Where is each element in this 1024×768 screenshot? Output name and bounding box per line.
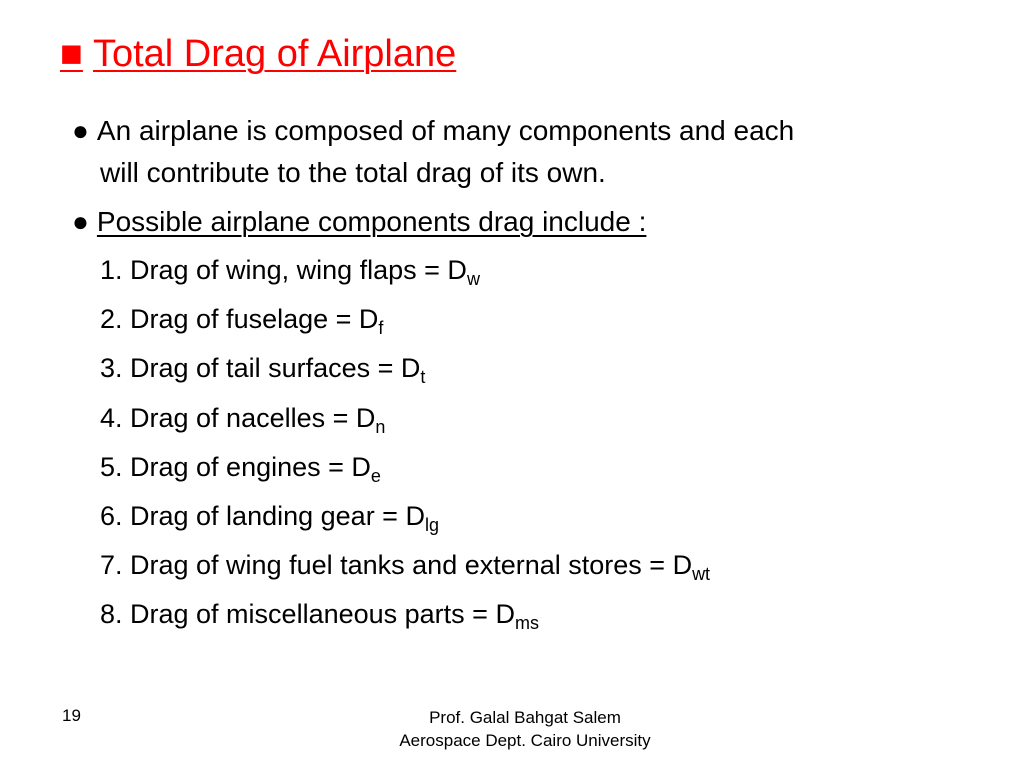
intro-line-2: will contribute to the total drag of its own. <box>100 157 606 188</box>
intro-line-1: An airplane is composed of many components and each <box>96 115 795 146</box>
title-square-marker: ■ <box>60 33 83 75</box>
slide-title <box>60 34 456 76</box>
footer-author: Prof. Galal Bahgat Salem <box>429 708 621 727</box>
drag-components-list <box>100 253 710 647</box>
list-item: 1. Drag of wing, wing flaps = $D_w$ <box>100 255 480 289</box>
footer-credit <box>330 706 720 752</box>
bullet-dot-icon: ● <box>72 115 89 146</box>
list-item: 8. Drag of miscellaneous parts = $D_{ms}$ <box>100 599 539 634</box>
list-item: 3. Drag of tail surfaces = $D_t$ <box>100 353 426 388</box>
footer-affiliation: Aerospace Dept. Cairo University <box>399 731 651 750</box>
list-item: 7. Drag of wing fuel tanks and external stores = $D_{wt}$ <box>100 550 711 585</box>
list-item: 2. Drag of fuselage = $D_f$ <box>100 304 384 339</box>
components-heading: Possible airplane components drag include : <box>96 206 647 237</box>
list-item: 5. Drag of engines = $D_e$ <box>100 451 381 486</box>
title-text: Total Drag of Airplane <box>92 33 457 75</box>
bullet-components-heading <box>72 201 646 243</box>
slide-number: 19 <box>62 706 81 725</box>
bullet-intro <box>72 110 794 194</box>
list-item: 6. Drag of landing gear = $D_{lg}$ <box>100 500 439 535</box>
list-item: 4. Drag of nacelles = $D_n$ <box>100 402 386 437</box>
bullet-dot-icon: ● <box>72 206 89 237</box>
